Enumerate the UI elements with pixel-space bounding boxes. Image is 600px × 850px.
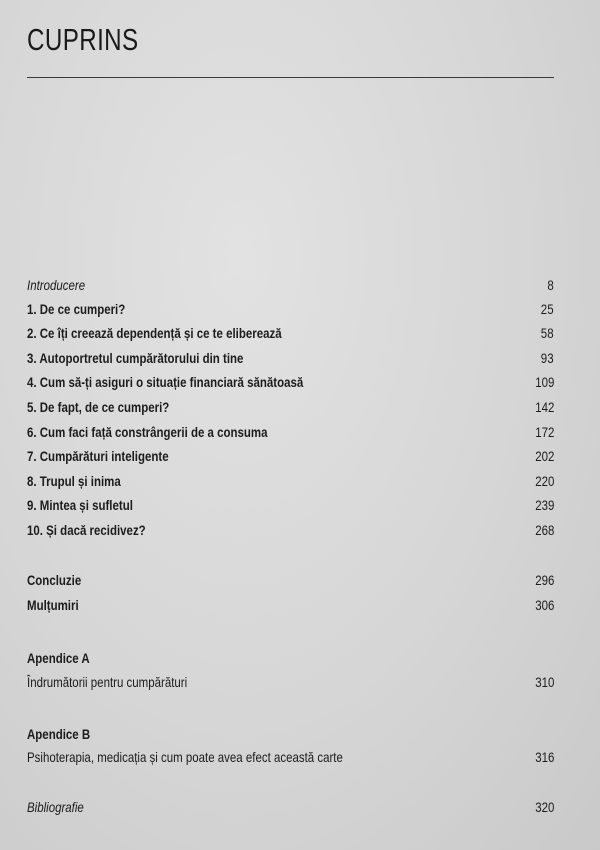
toc-entry-page: 25 <box>541 301 554 317</box>
toc-entry-page: 58 <box>541 325 554 341</box>
toc-entry-chapter-3 <box>27 348 554 368</box>
toc-entry-page: 310 <box>534 674 554 690</box>
toc-entry-page: 220 <box>534 473 554 489</box>
toc-entry-label: Introducere <box>27 277 86 293</box>
toc-entry-label: 10. Și dacă recidivez? <box>27 522 146 538</box>
toc-entry-acknowledgements <box>27 595 554 615</box>
toc-entry-page: 142 <box>534 399 554 415</box>
toc-entry-label: Mulțumiri <box>27 597 79 613</box>
toc-entry-label: 9. Mintea și sufletul <box>27 497 133 513</box>
appendix-b-heading: Apendice B <box>27 726 91 742</box>
toc-entry-label: Bibliografie <box>27 799 84 815</box>
toc-entry-introduction <box>27 275 554 295</box>
toc-entry-page: 268 <box>534 522 554 538</box>
toc-entry-label: Îndrumătorii pentru cumpărături <box>27 674 188 690</box>
toc-entry-label: 7. Cumpărături inteligente <box>27 448 169 464</box>
toc-entry-page: 109 <box>534 374 554 390</box>
toc-entry-appendix-b <box>27 747 554 767</box>
toc-entry-label: 3. Autoportretul cumpărătorului din tine <box>27 350 244 366</box>
toc-entry-page: 239 <box>534 497 554 513</box>
toc-entry-page: 8 <box>547 277 554 293</box>
toc-entry-chapter-8 <box>27 471 554 491</box>
toc-entry-label: Concluzie <box>27 572 82 588</box>
toc-entry-page: 202 <box>534 448 554 464</box>
toc-entry-page: 320 <box>534 799 554 815</box>
toc-entry-chapter-5 <box>27 397 554 417</box>
toc-entry-page: 316 <box>534 749 554 765</box>
toc-entry-bibliography <box>27 797 554 817</box>
toc-entry-chapter-4 <box>27 372 554 392</box>
toc-entry-label: 5. De fapt, de ce cumperi? <box>27 399 170 415</box>
toc-entry-label: 2. Ce îți creează dependență și ce te eliberează <box>27 325 282 341</box>
toc-entry-label: 4. Cum să-ți asiguri o situație financiară sănătoasă <box>27 374 304 390</box>
toc-entry-chapter-9 <box>27 495 554 515</box>
toc-entry-page: 296 <box>534 572 554 588</box>
toc-entry-chapter-6 <box>27 422 554 442</box>
appendix-a-heading: Apendice A <box>27 650 90 666</box>
title-divider <box>27 77 554 78</box>
toc-entry-chapter-10 <box>27 520 554 540</box>
toc-entry-label: Psihoterapia, medicația și cum poate avea efect această carte <box>27 749 343 765</box>
page-title: CUPRINS <box>27 22 139 57</box>
toc-entry-page: 93 <box>541 350 554 366</box>
toc-entry-label: 6. Cum faci față constrângerii de a consuma <box>27 424 268 440</box>
toc-entry-chapter-2 <box>27 323 554 343</box>
toc-entry-conclusion <box>27 570 554 590</box>
toc-entry-appendix-a <box>27 672 554 692</box>
toc-entry-label: 1. De ce cumperi? <box>27 301 126 317</box>
toc-entry-chapter-1 <box>27 299 554 319</box>
toc-entry-chapter-7 <box>27 446 554 466</box>
toc-entry-page: 172 <box>534 424 554 440</box>
toc-entry-page: 306 <box>534 597 554 613</box>
toc-entry-label: 8. Trupul și inima <box>27 473 121 489</box>
